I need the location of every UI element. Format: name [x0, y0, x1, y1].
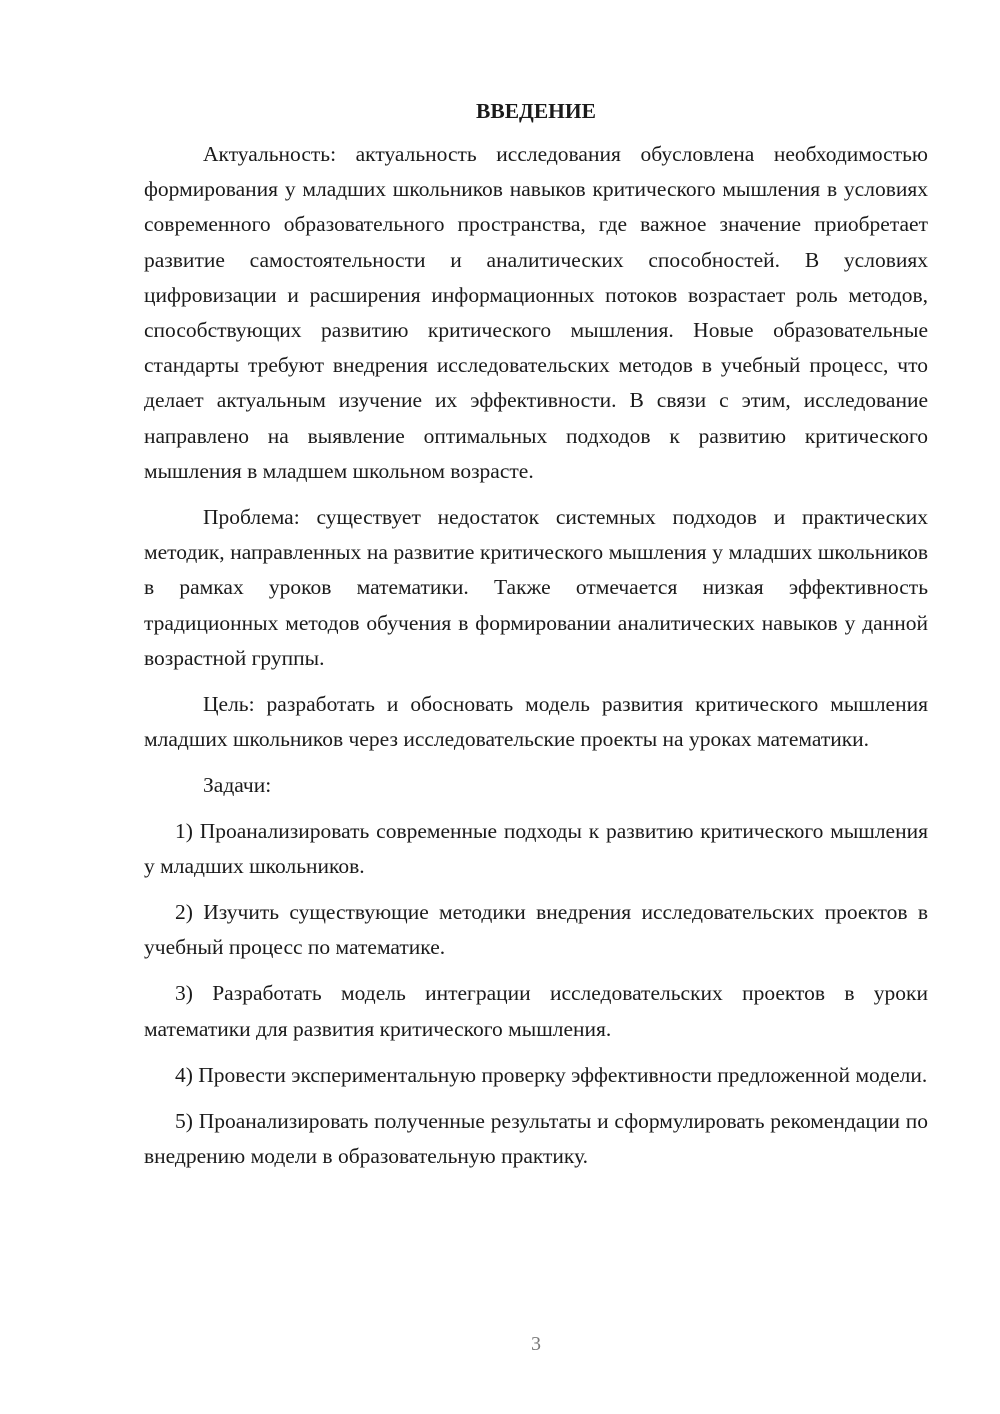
- task-item-3: 3) Разработать модель интеграции исследовательских проектов в уроки математики для развития критического мышления.: [144, 981, 928, 1041]
- task-item-1: 1) Проанализировать современные подходы к развитию критического мышления у младших школьников.: [144, 818, 928, 878]
- task-item-4: 4) Провести экспериментальную проверку эффективности предложенной модели.: [175, 1062, 928, 1087]
- tasks-heading: Задачи:: [203, 773, 272, 798]
- paragraph-goal: Цель: разработать и обосновать модель развития критического мышления младших школьников через исследовательские проекты на уроках математики.: [144, 692, 928, 752]
- paragraph-relevance: Актуальность: актуальность исследования обусловлена необходимостью формирования у младших школьников навыков критического мышления в условиях современного образовательного пространства, где важное значение приобретает развитие самостоятельности и аналитических способностей. В условиях цифровизации и расширения информационных потоков возрастает роль методов, способствующих развитию критического мышления. Новые образовательные стандарты требуют внедрения исследовательских методов в учебный процесс, что делает актуальным изучение их эффективности. В связи с этим, исследование направлено на выявление оптимальных подходов к развитию критического мышления в младшем школьном возрасте.: [144, 142, 928, 483]
- task-item-2: 2) Изучить существующие методики внедрения исследовательских проектов в учебный процесс по математике.: [144, 900, 928, 960]
- section-title: ВВЕДЕНИЕ: [476, 99, 596, 123]
- document-page: [144, 95, 928, 1174]
- page-number: 3: [531, 1333, 541, 1355]
- task-item-5: 5) Проанализировать полученные результаты и сформулировать рекомендации по внедрению модели в образовательную практику.: [144, 1109, 928, 1169]
- paragraph-problem: Проблема: существует недостаток системных подходов и практических методик, направленных на развитие критического мышления у младших школьников в рамках уроков математики. Также отмечается низкая эффективность традиционных методов обучения в формировании аналитических навыков у данной возрастной группы.: [144, 505, 928, 670]
